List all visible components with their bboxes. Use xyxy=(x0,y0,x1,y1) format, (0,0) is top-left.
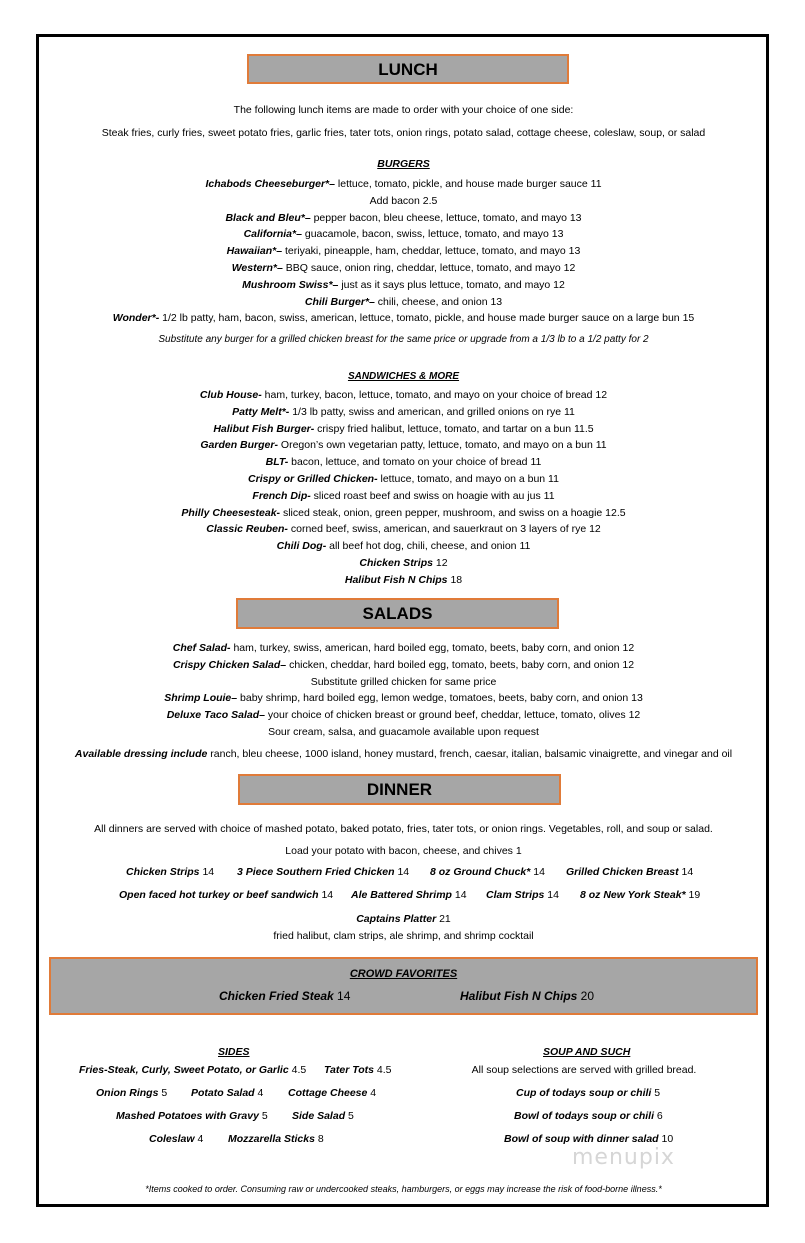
soup-item: Bowl of soup with dinner salad 10 xyxy=(504,1133,674,1145)
menu-item: Philly Cheesesteak- sliced steak, onion, green pepper, mushroom, and swiss on a hoagie 12.5 xyxy=(181,506,626,519)
side-item: Onion Rings 5 xyxy=(96,1087,168,1099)
menu-item: Chili Dog- all beef hot dog, chili, cheese, and onion 11 xyxy=(276,540,531,553)
dinner-item: Grilled Chicken Breast 14 xyxy=(566,866,694,878)
side-item: Coleslaw 4 xyxy=(149,1133,204,1145)
side-item: Fries-Steak, Curly, Sweet Potato, or Garlic 4.5 xyxy=(79,1064,307,1076)
menu-item: Patty Melt*- 1/3 lb patty, swiss and american, and grilled onions on rye 11 xyxy=(232,405,575,418)
menu-item: Halibut Fish Burger- crispy fried halibut, lettuce, tomato, and tartar on a bun 11.5 xyxy=(213,422,594,435)
platter-title: Captains Platter 21 xyxy=(356,913,451,925)
menu-item: BLT- bacon, lettuce, and tomato on your choice of bread 11 xyxy=(265,456,542,469)
side-item: Potato Salad 4 xyxy=(191,1087,264,1099)
menu-item: Sour cream, salsa, and guacamole available upon request xyxy=(268,725,539,738)
dinner-item: 8 oz New York Steak* 19 xyxy=(580,889,701,901)
menu-item: Chicken Strips 12 xyxy=(359,556,448,569)
menu-item: Chili Burger*– chili, cheese, and onion 13 xyxy=(304,295,503,308)
salads-banner xyxy=(236,598,559,629)
menu-item: Classic Reuben- corned beef, swiss, american, and sauerkraut on 3 layers of rye 12 xyxy=(206,523,601,536)
lunch-banner xyxy=(247,54,569,84)
footnote: *Items cooked to order. Consuming raw or undercooked steaks, hamburgers, or eggs may increase the risk of food-borne illness.* xyxy=(145,1184,662,1194)
dinner-item: 3 Piece Southern Fried Chicken 14 xyxy=(237,866,410,878)
dinner-item: 8 oz Ground Chuck* 14 xyxy=(430,866,545,878)
dinner-item: Ale Battered Shrimp 14 xyxy=(351,889,467,901)
dinner-load: Load your potato with bacon, cheese, and chives 1 xyxy=(285,845,522,857)
side-item: Tater Tots 4.5 xyxy=(324,1064,392,1076)
crowd-item: Halibut Fish N Chips 20 xyxy=(460,989,595,1003)
sides-heading: SIDES xyxy=(218,1046,250,1058)
dinner-item: Chicken Strips 14 xyxy=(126,866,215,878)
dressing-line xyxy=(40,746,767,763)
soup-intro: All soup selections are served with grilled bread. xyxy=(471,1064,697,1076)
menu-item: French Dip- sliced roast beef and swiss on hoagie with au jus 11 xyxy=(252,489,555,502)
menu-item: Add bacon 2.5 xyxy=(369,194,438,207)
lunch-sides-line: Steak fries, curly fries, sweet potato fries, garlic fries, tater tots, onion rings, potato salad, cottage cheese, coleslaw, soup, or salad xyxy=(101,127,706,139)
soup-item: Cup of todays soup or chili 5 xyxy=(516,1087,661,1099)
crowd-favorites-box xyxy=(49,957,758,1015)
menu-item: Chef Salad- ham, turkey, swiss, american, hard boiled egg, tomato, beets, baby corn, and onion 12 xyxy=(172,642,635,654)
dressing-list: ranch, bleu cheese, 1000 island, honey mustard, french, caesar, italian, balsamic vinaigrette, and vinegar and oil xyxy=(207,748,733,760)
dinner-item: Clam Strips 14 xyxy=(486,889,559,901)
burgers-heading: BURGERS xyxy=(377,158,430,170)
menu-item: Crispy Chicken Salad– chicken, cheddar, hard boiled egg, tomato, beets, baby corn, and onion 12 xyxy=(172,658,635,671)
soup-item: Bowl of todays soup or chili 6 xyxy=(514,1110,663,1122)
side-item: Mozzarella Sticks 8 xyxy=(228,1133,324,1145)
lunch-intro: The following lunch items are made to order with your choice of one side: xyxy=(233,104,574,116)
menu-item: Mushroom Swiss*– just as it says plus lettuce, tomato, and mayo 12 xyxy=(242,278,565,291)
sandwiches-heading: SANDWICHES & MORE xyxy=(347,371,460,382)
dinner-banner xyxy=(238,774,561,805)
menu-item: Hawaiian*– teriyaki, pineapple, ham, cheddar, lettuce, tomato, and mayo 13 xyxy=(226,245,581,258)
menu-item: Deluxe Taco Salad– your choice of chicken breast or ground beef, cheddar, lettuce, tomato, olives 12 xyxy=(166,709,641,722)
lunch-title: LUNCH xyxy=(378,60,438,79)
menu-item: Substitute grilled chicken for same price xyxy=(310,675,497,688)
menu-item: Black and Bleu*– pepper bacon, bleu cheese, lettuce, tomato, and mayo 13 xyxy=(225,211,582,224)
salads-list xyxy=(40,640,767,741)
menu-item: Shrimp Louie– baby shrimp, hard boiled egg, lemon wedge, tomatoes, beets, baby corn, and onion 13 xyxy=(164,692,643,705)
soup-heading: SOUP AND SUCH xyxy=(543,1046,631,1058)
side-item: Cottage Cheese 4 xyxy=(288,1087,377,1099)
crowd-heading: CROWD FAVORITES xyxy=(349,968,458,980)
salads-title: SALADS xyxy=(362,604,433,623)
dressing-label: Available dressing include xyxy=(74,748,208,760)
dinner-intro: All dinners are served with choice of mashed potato, baked potato, fries, tater tots, or onion rings. Vegetables, roll, and soup or salad. xyxy=(94,823,713,835)
menu-item: Garden Burger- Oregon’s own vegetarian patty, lettuce, tomato, and mayo on a bun 11 xyxy=(200,439,607,452)
menu-item: Western*– BBQ sauce, onion ring, cheddar, lettuce, tomato, and mayo 12 xyxy=(231,261,576,274)
sandwiches-list xyxy=(40,387,767,589)
platter-desc: fried halibut, clam strips, ale shrimp, and shrimp cocktail xyxy=(273,930,534,942)
side-item: Side Salad 5 xyxy=(292,1110,354,1122)
menu-item: Halibut Fish N Chips 18 xyxy=(344,573,463,586)
menu-item: California*– guacamole, bacon, swiss, lettuce, tomato, and mayo 13 xyxy=(243,228,564,241)
menu-item: Ichabods Cheeseburger*– lettuce, tomato, pickle, and house made burger sauce 11 xyxy=(205,178,602,190)
dinner-item: Open faced hot turkey or beef sandwich 14 xyxy=(119,889,334,901)
menu-item: Club House- ham, turkey, bacon, lettuce, tomato, and mayo on your choice of bread 12 xyxy=(199,389,608,401)
burgers-list xyxy=(40,176,767,327)
menu-item: Crispy or Grilled Chicken- lettuce, tomato, and mayo on a bun 11 xyxy=(248,472,559,485)
crowd-item: Chicken Fried Steak 14 xyxy=(219,989,351,1003)
burgers-note: Substitute any burger for a grilled chicken breast for the same price or upgrade from a 1/3 lb to a 1/2 patty for 2 xyxy=(158,334,649,345)
side-item: Mashed Potatoes with Gravy 5 xyxy=(116,1110,268,1122)
watermark: menupix xyxy=(572,1145,675,1170)
menu-item: Wonder*- 1/2 lb patty, ham, bacon, swiss, american, lettuce, tomato, pickle, and house made burger sauce on a large bun 15 xyxy=(112,312,695,325)
dinner-title: DINNER xyxy=(366,780,433,799)
